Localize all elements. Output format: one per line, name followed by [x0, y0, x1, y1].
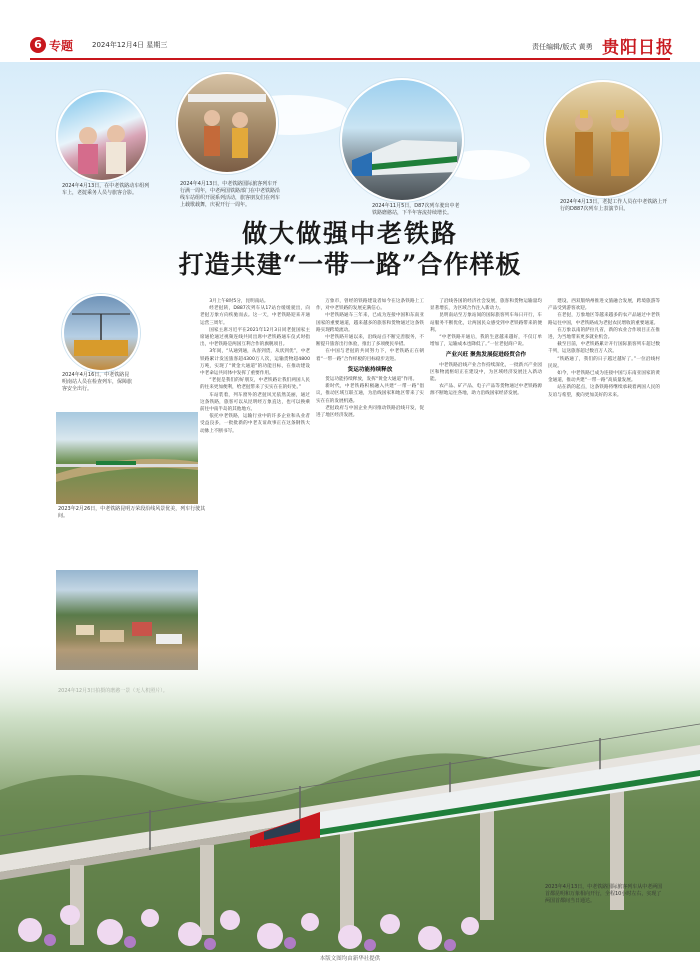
photo-performers-circle	[544, 80, 662, 198]
paragraph: 经老挝转，D887次列车从17站台缓缓驶出，向老挝万象方向疾驰而去。这一天，中老铁路迎来开通运营三周年。	[200, 306, 310, 326]
issue-date: 2024年12月4日 星期三	[92, 41, 168, 49]
photo-train-station-circle	[340, 78, 464, 202]
paragraph: 农产品、矿产品、电子产品等货物通过中老铁路源源不断地运往各地，助力沿线国家经济发展。	[430, 384, 542, 397]
photo3-caption: 2024年11月5日，D87次列车驶出中老铁路磨憨站，下半年客流持续增长。	[372, 203, 460, 216]
editor-credit: 责任编辑/版式 黄勇	[532, 43, 593, 51]
photo1-caption: 2024年4月13日，在中老铁路动车组列车上，老挝乘务人员与旅客合影。	[62, 183, 150, 196]
paragraph: 中老铁路沿线产业合作持续深化，一批新兴产业园区和物流枢纽正在建设中，为区域经济发展注入新动能。	[430, 362, 542, 383]
paragraph: 了沿线各国的经济社会发展，旅客和货物运输量均显著增长，为区域合作注入新动力。	[430, 299, 542, 312]
header-divider	[30, 58, 670, 60]
paragraph: 国家主席习近平在2021年12月3日同老挝国家主席通伦通过视频连线共同出席中老铁路通车仪式时指出，中老铁路是两国互利合作的旗舰项目。	[200, 327, 310, 348]
headline-line2: 打造共建“一带一路”合作样板	[178, 250, 522, 279]
photo2-caption: 2024年4月13日，中老铁路国际旅客列车开行满一周年，中老两国铁路部门在中老铁路沿线车站组织开展系列活动，旅客朋友们在列车上载歌载舞，庆祝开行一周年。	[180, 181, 281, 208]
hero-train-viaduct-photo	[0, 640, 700, 952]
paragraph: 中老铁路通车三年来，已成为连接中国和东南亚国家的重要通道，越来越多的旅客和货物通过这条铁路实现跨境流动。	[316, 313, 424, 333]
photo-celebration-circle	[176, 72, 278, 174]
section-subhead: 货运功能持续释放	[347, 366, 393, 373]
photo6-caption: 2023年2月26日，中老铁路昆明万荣段沿线风景优美，列车行驶其间。	[58, 506, 206, 519]
paragraph: 在老挝，万象地区等越来越多的农产品通过中老铁路运往中国，中老铁路成为老挝农民增收的重要通道。	[548, 313, 660, 326]
paragraph: 新时代，中老铁路积极融入共建“一带一路”倡议，推动区域互联互通，为沿线国家和地区带来了实实在在的发展机遇。	[316, 384, 424, 404]
paragraph: 老挝政府与中国企业共同推动铁路沿线开发，促进了地区经济发展。	[316, 405, 424, 419]
photo-maintenance-circle	[62, 294, 140, 372]
article-column-1	[200, 298, 310, 435]
paragraph: 如今，中老铁路已成为连接中国与东南亚国家的黄金通道，推动共建“一带一路”高质量发展。	[548, 371, 660, 384]
headline-line1: 做大做强中老铁路	[241, 219, 458, 248]
photo-river-bridge	[56, 412, 198, 504]
paragraph: “中老铁路开通后，我的生意越来越好，不仅订单增加了，运输成本也降低了。”一位老挝商户说。	[430, 335, 542, 348]
paragraph: 中老铁路开通以来，沿线站点不断完善服务，不断提升旅客出行体验，推出了多项便民举措。	[316, 335, 424, 348]
page-footer-credit: 本版文图均由新华社提供	[319, 956, 381, 962]
paragraph: “老挝是我们的好朋友，中老铁路让我们两国人民的往来更加便利，给老挝带来了实实在在的好处。”	[200, 378, 310, 391]
photo5-caption: 2024年4月16日，中老铁路昆明南站人员在检查列车，保障旅客安全出行。	[62, 372, 133, 392]
paragraph: 依托中老铁路，运输行业中的许多企业和从业者受益良多，一批批新的中老友谊故事正在这条钢铁大动脉上不断书写。	[200, 414, 310, 434]
paragraph: “铁路通了，我们的日子越过越好了。”一位沿线村民说。	[548, 356, 660, 369]
paragraph: 建设、西双版纳州推进文旅融合发展，跨境旅游等产品受到游客欢迎。	[548, 299, 660, 312]
paragraph: 昆明南站至万象站间的国际旅客列车每日开行，车站服务不断优化，让两国民众感受到中老铁路带来的便利。	[430, 313, 542, 333]
paragraph: 3年间，“从通到通，从客到货，从状到优”，中老铁路累计发送旅客超4300万人次，运输货物超4800万吨，实现了“黄金大通道”的功能目标，在推动建设中老命运共同体中发挥了重要作用。	[200, 349, 310, 377]
page-number-badge: 6	[30, 37, 46, 53]
paragraph: 万象市，曾经的铁路建设者如今在这条铁路上工作，对中老铁路的发展充满信心。	[316, 299, 424, 312]
article-column-2	[316, 298, 424, 419]
photo8-caption: 2023年4月13日，中老铁路国际旅客列车从中老两国首都昆明和万象相向开行，全程10小时左右，实现了两国首都间当日通达。	[545, 884, 663, 904]
article-column-3	[430, 298, 542, 398]
paragraph: 3月上午8时5分，昆明南站。	[209, 299, 269, 304]
photo4-caption: 2024年4月13日，老挝工作人员在中老铁路上开行的D887次列车上表演节目。	[560, 199, 668, 212]
section-subhead: 产业兴旺 聚焦发展促进经贸合作	[445, 352, 527, 359]
paragraph: 在中国与老挝的共同努力下，中老铁路正在朝着“一带一路”合作样板的目标稳步迈进。	[316, 349, 424, 362]
page-header	[0, 0, 700, 62]
article-column-4	[548, 298, 660, 399]
newspaper-logo: 贵阳日报	[602, 38, 674, 58]
section-label: 专题	[49, 39, 74, 53]
photo-attendants-circle	[56, 90, 148, 182]
paragraph: 站在新的起点，这条铁路将继续承载着两国人民的友谊与希望，驶向更加美好的未来。	[548, 385, 660, 398]
paragraph: 截至目前，中老铁路累计开行国际旅客列车超过数千列，运送旅客超过数百万人次。	[548, 342, 660, 355]
paragraph: 车站装着，列车窗外的老挝风光依然美丽，通过这条铁路，旅客可以从昆明经万象直达，也可以换乘前往中南半岛的其他地方。	[200, 392, 310, 413]
paragraph: 货运功能持续释放，发挥“黄金大通道”作用。	[325, 377, 418, 383]
paragraph: 在万象以南的萨拉凡省，新的农业合作项目正在推进，为当地带来更多就业机会。	[548, 327, 660, 341]
